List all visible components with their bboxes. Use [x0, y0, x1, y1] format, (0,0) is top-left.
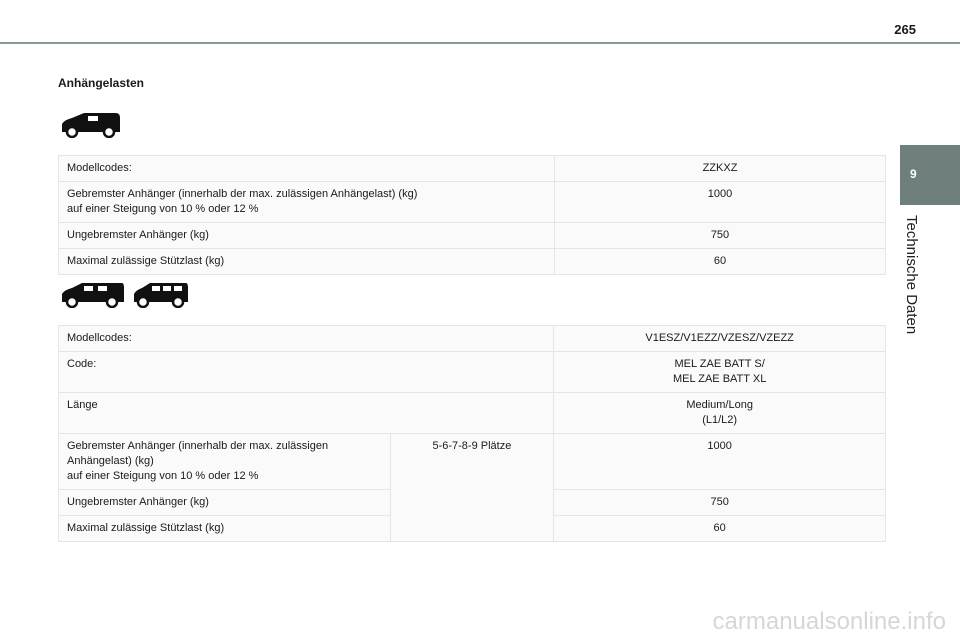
chapter-tab[interactable]: 9: [900, 145, 960, 205]
chapter-label: Technische Daten: [903, 215, 920, 335]
table-row: Maximal zulässige Stützlast (kg) 60: [59, 249, 886, 275]
table-row: Code: MEL ZAE BATT S/ MEL ZAE BATT XL: [59, 352, 886, 393]
table-row: Länge Medium/Long (L1/L2): [59, 393, 886, 434]
table-row: Gebremster Anhänger (innerhalb der max. zulässigen Anhängelast) (kg) auf einer Steigung von 10 % oder 12 % 1000: [59, 182, 886, 223]
table-row: Ungebremster Anhänger (kg) 750: [59, 490, 886, 516]
table-row: Maximal zulässige Stützlast (kg) 60: [59, 516, 886, 542]
towing-table-2: [58, 325, 886, 542]
page-number: 265: [894, 22, 916, 37]
table-row: Modellcodes: ZZKXZ: [59, 156, 886, 182]
van-passenger-icon: [60, 282, 126, 308]
table-row: Modellcodes: V1ESZ/V1EZZ/VZESZ/VZEZZ: [59, 326, 886, 352]
towing-table-1: [58, 155, 886, 275]
header-rule: [0, 42, 960, 44]
van-icon: [60, 112, 122, 138]
section-title: Anhängelasten: [58, 76, 145, 90]
watermark: carmanualsonline.info: [712, 608, 946, 635]
table-row: Gebremster Anhänger (innerhalb der max. zulässigen Anhängelast) (kg) auf einer Steigung von 10 % oder 12 % 5-6-7-8-9 Plätze 1000: [59, 434, 886, 490]
table-row: Ungebremster Anhänger (kg) 750: [59, 223, 886, 249]
van-long-passenger-icon: [132, 282, 190, 308]
